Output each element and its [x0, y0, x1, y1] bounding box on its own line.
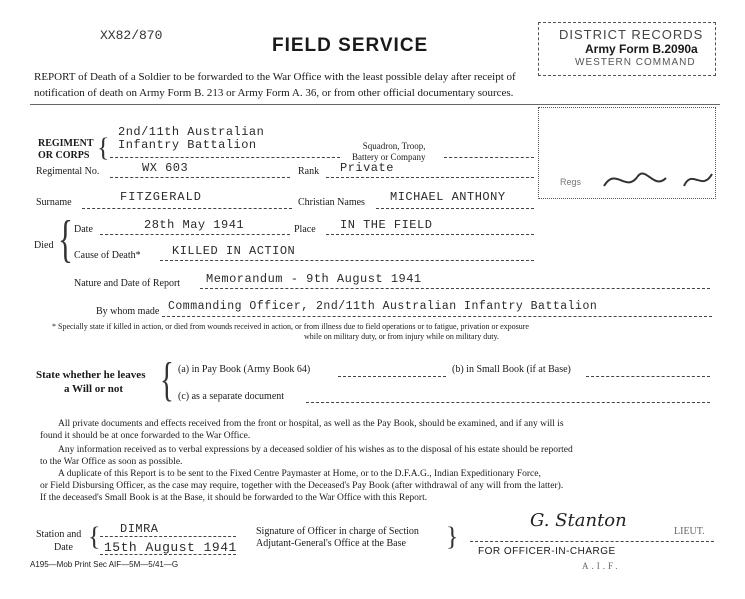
signature-label-1: Signature of Officer in charge of Section	[256, 526, 419, 537]
will-label-1: State whether he leaves	[36, 369, 146, 381]
intro-line-2: notification of death on Army Form B. 213 or Army Form A. 36, or from other official documentary sources.	[34, 87, 514, 99]
place-label: Place	[294, 224, 316, 235]
date-of-death-label: Date	[74, 224, 93, 235]
will-option-b: (b) in Small Book (if at Base)	[452, 364, 571, 375]
will-c-line	[306, 402, 710, 403]
will-option-c: (c) as a separate document	[178, 391, 285, 402]
intro-paragraph	[34, 69, 516, 101]
regimental-no-value: WX 603	[142, 161, 189, 175]
p2-line-1: Any information received as to verbal expressions by a deceased soldier of his wishes as to the disposal of his estate should be reported	[58, 445, 573, 455]
paragraph-3	[40, 468, 563, 504]
christian-names-line	[376, 208, 534, 209]
place-value: IN THE FIELD	[340, 218, 433, 232]
christian-names-value: MICHAEL ANTHONY	[390, 190, 506, 204]
will-label	[36, 368, 145, 396]
p2-line-2: to the War Office as soon as possible.	[40, 457, 183, 467]
will-option-a: (a) in Pay Book (Army Book 64)	[178, 364, 311, 375]
will-b-line	[586, 376, 710, 377]
cause-of-death-value: KILLED IN ACTION	[172, 244, 296, 258]
cause-of-death-label: Cause of Death*	[74, 250, 141, 261]
report-value: Memorandum - 9th August 1941	[206, 272, 422, 286]
by-whom-value: Commanding Officer, 2nd/11th Australian Infantry Battalion	[168, 300, 598, 313]
date-of-death-value: 28th May 1941	[144, 218, 245, 232]
squadron-label-2: Battery or Company	[352, 152, 426, 162]
date-label: Date	[54, 542, 73, 553]
will-label-2: a Will or not	[64, 383, 123, 395]
district-records-stamp	[538, 22, 716, 76]
station-date-label	[36, 528, 81, 554]
rank-label: Rank	[298, 166, 320, 177]
army-form-number: Army Form B.2090a	[585, 42, 698, 56]
p3-line-2: or Field Disbursing Officer, as the case may require, together with the Deceased's Pay Book (after withdrawal of any will from the latter).	[40, 481, 564, 491]
cause-of-death-line	[160, 260, 534, 261]
regiment-label	[38, 138, 94, 162]
p3-line-3: If the deceased's Small Book is at the Base, it should be forwarded to the War Office with this Report.	[40, 493, 428, 503]
intro-line-1: REPORT of Death of a Soldier to be forwarded to the War Office with the least possible delay after receipt of	[34, 71, 516, 83]
report-label: Nature and Date of Report	[74, 278, 181, 289]
by-whom-line	[162, 316, 712, 317]
unit-label: A.I.F.	[582, 561, 621, 571]
register-stamp: Regs	[560, 177, 582, 187]
surname-value: FITZGERALD	[120, 190, 203, 204]
report-line	[200, 288, 710, 289]
regiment-value	[118, 126, 264, 152]
place-line	[326, 234, 534, 235]
intro-divider	[30, 104, 720, 105]
regiment-value-1: 2nd/11th Australian	[118, 125, 265, 139]
station-brace: {	[88, 522, 101, 551]
print-code: A195—Mob Print Sec AIF—5M—5/41—G	[30, 560, 179, 569]
by-whom-label: By whom made	[96, 306, 160, 317]
rank-line	[326, 177, 534, 178]
regimental-no-label: Regimental No.	[36, 166, 100, 177]
stamp-line-1: DISTRICT RECORDS	[559, 27, 704, 42]
form-title: FIELD SERVICE	[272, 35, 429, 56]
footnote-line-2: while on military duty, or from injury while on military duty.	[304, 332, 499, 341]
christian-names-label: Christian Names	[298, 197, 365, 208]
station-label: Station and	[36, 529, 82, 540]
paragraph-1	[40, 418, 564, 442]
officer-rank: LIEUT.	[674, 526, 705, 537]
stamp-line-3: WESTERN COMMAND	[575, 57, 696, 68]
p3-line-1: A duplicate of this Report is to be sent to the Fixed Centre Paymaster at Home, or to the D.F.A.G., Indian Expeditionary Force,	[58, 469, 541, 479]
signature-label	[256, 526, 419, 550]
date-value: 15th August 1941	[104, 540, 237, 555]
regiment-label-2: OR CORPS	[38, 150, 90, 161]
date-of-death-line	[100, 234, 290, 235]
p1-line-2: found it should be at once forwarded to the War Office.	[40, 431, 251, 441]
station-value: DIMRA	[120, 522, 159, 536]
p1-line-1: All private documents and effects received from the front or hospital, as well as the Pay Book, should be examined, and if any will is	[58, 419, 564, 429]
regiment-line	[110, 157, 340, 158]
footnote	[52, 322, 529, 342]
register-scrawl	[596, 160, 726, 200]
paragraph-2	[40, 444, 573, 468]
died-label: Died	[34, 240, 54, 251]
squadron-label	[352, 141, 426, 163]
for-officer-line: FOR OFFICER-IN-CHARGE	[478, 546, 616, 557]
squadron-line	[444, 157, 534, 158]
reference-number: XX82/870	[100, 28, 163, 43]
surname-label: Surname	[36, 197, 72, 208]
squadron-label-1: Squadron, Troop,	[362, 141, 426, 151]
died-brace: {	[58, 211, 73, 268]
footnote-line-1: * Specially state if killed in action, or died from wounds received in action, or from illness due to field operations or to fatigue, privation or exposure	[52, 322, 529, 331]
regiment-value-2: Infantry Battalion	[118, 138, 257, 152]
date-line	[100, 554, 236, 555]
officer-signature: G. Stanton	[530, 510, 627, 531]
rank-value: Private	[340, 161, 394, 175]
regiment-label-1: REGIMENT	[38, 138, 94, 149]
signature-label-2: Adjutant-General's Office at the Base	[256, 538, 406, 549]
signature-brace: }	[446, 522, 459, 551]
regimental-no-line	[110, 177, 290, 178]
will-a-line	[338, 376, 446, 377]
surname-line	[82, 208, 292, 209]
regiment-brace: {	[97, 133, 110, 162]
signature-line	[470, 541, 714, 542]
will-brace: {	[160, 353, 174, 406]
station-line	[100, 536, 236, 537]
